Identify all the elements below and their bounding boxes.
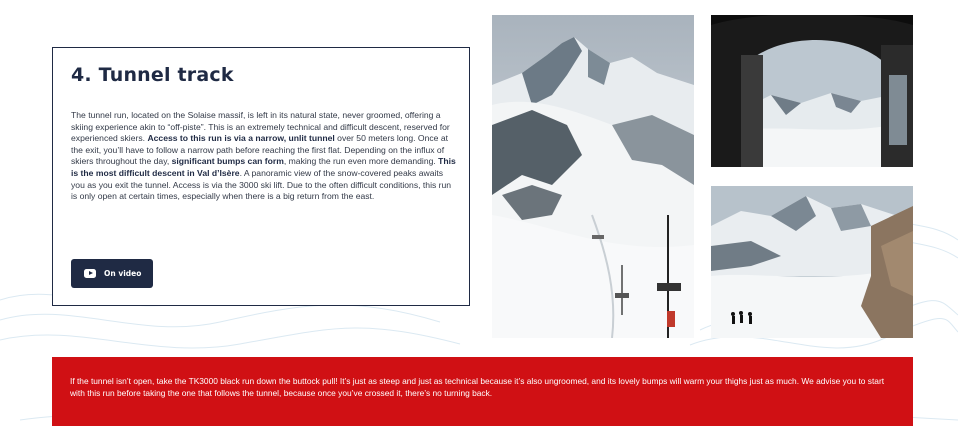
description-highlight: Access to this run is via a narrow, unlit tunnel (147, 133, 335, 144)
section-title: 4. Tunnel track (71, 64, 234, 86)
photo-skiers-descent (711, 186, 913, 338)
on-video-label: On video (104, 269, 142, 278)
description-text: . A panoramic view of the snow-covered peaks awaits you as you exit the tunnel. Access is via the 3000 ski lift. Due to the often difficult conditions, this run is only open at certain times, especially when there is a big return from the east. (71, 167, 452, 202)
tunnel-track-card (52, 47, 470, 306)
description-text: over 50 meters long. Once at the exit, you’ll have to follow a narrow path before reaching the first flat. Depending on the influx of skiers throughout the day, (71, 133, 449, 167)
description-text: , making the run even more demanding. (283, 156, 439, 167)
banner-text: If the tunnel isn’t open, take the TK3000 black run down the buttock pull! It’s just as steep and just as technical because it’s also ungroomed, and its lovely bumps will warm your thighs just as much. We advise you to start with this run before taking the one that follows the tunnel, because once you’ve crossed it, there’s no turning back. (70, 376, 885, 399)
tip-banner (52, 357, 913, 426)
description-highlight: significant bumps can form (171, 156, 284, 167)
section-description (71, 110, 456, 203)
photo-ski-lift-slope (492, 15, 694, 338)
photo-tunnel-exit (711, 15, 913, 167)
on-video-button[interactable] (71, 259, 153, 288)
description-text: The tunnel run, located on the Solaise massif, is left in its natural state, never groomed, offering a skiing experience akin to “off-piste”. This is an extremely technical and difficult descent, reserved for experienced skiers. (71, 110, 450, 144)
description-highlight: This is the most difficult descent in Val d’Isère (71, 156, 456, 178)
youtube-play-icon (84, 269, 96, 278)
